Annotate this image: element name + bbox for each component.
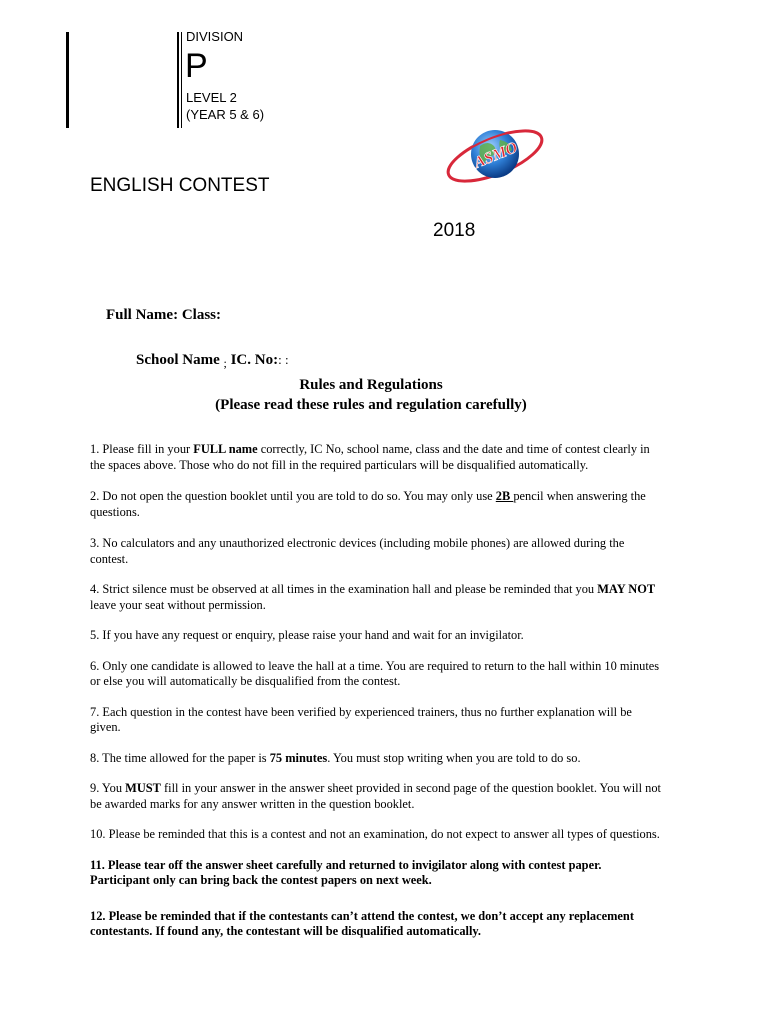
school-separator: ; [223,356,227,370]
rule-8: 8. The time allowed for the paper is 75 minutes. You must stop writing when you are told to do so. [90,750,581,765]
full-name-class-label: Full Name: Class: [106,307,221,323]
division-label: DIVISION [186,29,244,44]
school-name-label: School Name [136,352,220,368]
rule-9: 9. You MUST fill in your answer in the answer sheet provided in second page of the question booklet. You will not be awarded marks for any answer written in the question booklet. [90,781,661,811]
left-border-bar-2 [177,32,179,128]
logo-text: ASMO [471,139,521,172]
ic-no-label: IC. No: [230,352,279,368]
rules-list [90,442,664,940]
contest-title: ENGLISH CONTEST [90,175,270,196]
contest-year: 2018 [433,220,476,241]
year-label: (YEAR 5 & 6) [186,107,265,122]
asmo-logo [440,118,550,194]
left-border-bar-3 [181,32,182,128]
rule-6: 6. Only one candidate is allowed to leave the hall at a time. You are required to return to the hall within 10 minutes or else you will automatically be disqualified from the contest. [90,658,660,688]
rule-7: 7. Each question in the contest have been verified by experienced trainers, thus no further explanation will be given. [90,704,632,734]
school-ic-line [136,352,289,369]
level-label: LEVEL 2 [186,90,237,105]
left-border-bar-1 [66,32,69,128]
rule-3: 3. No calculators and any unauthorized electronic devices (including mobile phones) are allowed during the contest. [90,536,625,566]
rule-10: 10. Please be reminded that this is a contest and not an examination, do not expect to answer all types of questions. [90,827,660,841]
rules-subtitle: (Please read these rules and regulation carefully) [215,397,527,413]
rules-title: Rules and Regulations [299,377,443,393]
rule-12: 12. Please be reminded that if the contestants can’t attend the contest, we don’t accept any replacement contestants. If found any, the contestant will be disqualified automatically. [90,908,634,938]
division-letter: P [185,47,208,85]
rule-2: 2. Do not open the question booklet until you are told to do so. You may only use 2B pencil when answering the questions. [90,489,646,519]
rule-11: 11. Please tear off the answer sheet carefully and returned to invigilator along with contest paper. Participant only can bring back the contest papers on next week. [90,857,602,887]
rule-1: 1. Please fill in your FULL name correctly, IC No, school name, class and the date and time of contest clearly in the spaces above. Those who do not fill in the required particulars will be disqualified automatically. [90,442,650,472]
rule-4: 4. Strict silence must be observed at all times in the examination hall and please be reminded that you MAY NOT leave your seat without permission. [90,582,656,612]
rule-5: 5. If you have any request or enquiry, please raise your hand and wait for an invigilator. [90,628,524,642]
ic-no-colons: : : [278,352,289,367]
